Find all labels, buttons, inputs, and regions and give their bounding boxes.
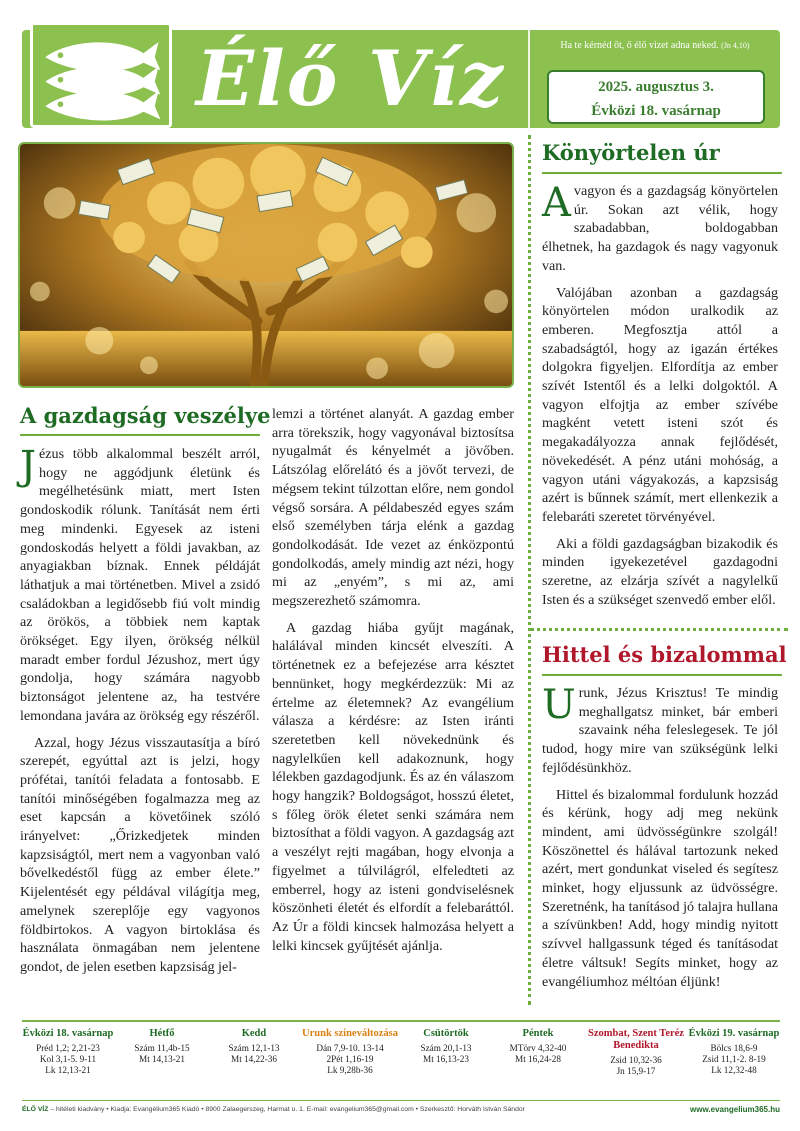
quote-reference: (Jn 4,10) <box>721 41 750 50</box>
side-article-1-body <box>542 182 778 617</box>
paragraph: Aki a földi gazdagságban bizakodik és minden igyekezetével gazdagodni szeretne, az elzárja szívét a nagylelkű Isten és a szükséget szenvedő ember elől. <box>542 535 778 608</box>
reading-ref: Préd 1,2; 2,21-23 <box>36 1043 100 1053</box>
money-tree-photo <box>18 142 514 388</box>
imprint-text: – hitéleti kiadvány • Kiadja: Evangélium365 Kiadó • 8900 Zalaegerszeg, Harmat u. 1. E-mail: evangelium365@gmail.com • Szerkesztő: Horváth István Sándor <box>50 1106 525 1113</box>
reading-day-next-sunday <box>688 1028 780 1076</box>
drop-cap: J <box>20 443 37 489</box>
main-article-column-2 <box>272 405 514 963</box>
paragraph-text: vagyon és a gazdagság könyörtelen úr. Sokan azt vélik, hogy szabadabban, boldogabban élhetnek, ha gazdagok és nagy vagyonuk van. <box>542 183 778 274</box>
side-article-2-body <box>542 684 778 999</box>
imprint-title: ÉLŐ VÍZ <box>22 1106 49 1113</box>
paragraph <box>542 684 778 778</box>
paragraph <box>542 182 778 276</box>
paragraph: A gazdag hiába gyűjt magának, halálával minden kincsét elveszíti. A történetnek ez a befejezése arra késztet bennünket, hogy megkérdezzük: Mi az értelme az életemnek? Az evangélium válasza a kérdésre: az Isten iránti szeretetben kell növekednünk és nagylelkűen kell adakoznunk, hogy lélekben gazdagodjunk. És az én válaszom hogy hangzik? Boldogságot, hosszú életet, s főleg örök életet senki számára nem biztosíthat a földi vagyon. A gazdagság azt a veszélyt rejti magában, hogy elvonja a figyelmet a túlvilágról, elfeledteti az emberrel, hogy az isteni gondviselésnek köszönheti életét és elfordít a felebaráttól. Az Úr a földi kincsek halmozása helyett a lelki kincsek gyűjtését ajánlja. <box>272 619 514 954</box>
main-article-title: A gazdagság veszélye <box>20 403 271 428</box>
reading-ref: Zsid 10,32-36 <box>610 1055 662 1065</box>
day-name: Évközi 19. vasárnap <box>688 1028 780 1039</box>
reading-ref: Mt 16,13-23 <box>423 1054 469 1064</box>
day-name: Csütörtök <box>423 1028 469 1039</box>
reading-day-saturday <box>584 1028 688 1077</box>
reading-day-thursday <box>400 1028 492 1065</box>
header-quote <box>536 40 774 51</box>
day-name: Urunk színeváltozása <box>302 1028 398 1039</box>
reading-ref: MTörv 4,32-40 <box>509 1043 567 1053</box>
paragraph <box>20 445 260 726</box>
day-name: Péntek <box>522 1028 554 1039</box>
reading-ref: Szám 11,4b-15 <box>134 1043 190 1053</box>
reading-ref: Bölcs 18,6-9 <box>710 1043 758 1053</box>
reading-ref: Dán 7,9-10. 13-14 <box>316 1043 384 1053</box>
issue-date: 2025. augusztus 3. <box>598 79 714 95</box>
reading-day-wednesday <box>300 1028 400 1076</box>
day-name: Évközi 18. vasárnap <box>22 1028 114 1039</box>
main-title-underline <box>20 434 260 436</box>
side-title-2-underline <box>542 674 782 676</box>
reading-ref: Mt 16,24-28 <box>515 1054 561 1064</box>
imprint <box>22 1106 582 1113</box>
liturgical-day: Évközi 18. vasárnap <box>591 103 721 119</box>
masthead-title: Élő Víz <box>196 34 505 123</box>
paragraph-text: ézus több alkalommal beszélt arról, hogy ne aggódjunk életünk és megélhetésünk miatt, mert Isten gondoskodik rólunk. Tanítását nem érti meg mindenki. Egyesek az isteni gondoskodás helyett a földi javakban, az anyagiakban bíznak. Ennek példáját láthatjuk a mai történetben. Mivel a zsidó családokban a legidősebb fiú volt mindig az örökös, a többiek nem kaptak örökséget. Egy ilyen, örökség nélkül maradt ember fordul Jézushoz, mert úgy gondolja, hogy számára nagyobb biztonságot jelentene az, ha testvére lemondana javára az örökség egy részéről. <box>20 446 260 724</box>
sidebar-divider <box>530 628 788 631</box>
quote-text: Ha te kérnéd őt, ő élő vizet adna neked. <box>560 40 719 51</box>
paragraph: Azzal, hogy Jézus visszautasítja a bíró szerepét, egyúttal azt is jelzi, hogy prófétai, tanítói feladata a fontosabb. E tanítói minőségében fogalmazza meg az eset kapcsán a követőinek szóló irányelvet: „Őrizkedjetek minden kapzsiságtól, mert nem a vagyonban való bővelkedéstől függ az ember élete.” Kijelentését egy példával világítja meg, amelynek szereplője egy vagyonos földbirtokos. A vagyon birtoklása és használata önmagában nem jelentene gondot, de jelen esetben kapzsiság jel- <box>20 734 260 975</box>
reading-ref: Zsid 11,1-2. 8-19 <box>702 1054 766 1064</box>
side-article-1-title: Könyörtelen úr <box>542 140 720 165</box>
side-article-2-title: Hittel és bizalommal <box>542 642 787 667</box>
reading-day-friday <box>492 1028 584 1065</box>
reading-ref: Jn 15,9-17 <box>616 1066 656 1076</box>
paragraph: lemzi a történet alanyát. A gazdag ember arra törekszik, hogy vagyonával biztosítsa nyugalmát és kényelmét a jövőben. Látszólag előrelátó és a jövőt tervezi, de mégsem tekint túlzottan előre, nem gondol végső sorsára. A példabeszéd egyes szám első személyben tárja elénk a gazdag gondolkodását. Ide vezet az énközpontú gondolkodás, amely mindig azt nézi, hogy mi az „enyém”, s mi az, ami megszerezhető számomra. <box>272 406 514 610</box>
day-name: Kedd <box>241 1028 267 1039</box>
reading-ref: Kol 3,1-5. 9-11 <box>39 1054 97 1064</box>
weekly-readings <box>22 1020 780 1102</box>
reading-day-monday <box>116 1028 208 1065</box>
paragraph-text: runk, Jézus Krisztus! Te mindig meghallgatsz minket, bár emberi szavaink néha feleslegesek. Te jól tudod, hogy mire van szükségünk lelki fejlődésünkhöz. <box>542 685 778 776</box>
main-article-column-1 <box>20 445 260 985</box>
website-link[interactable]: www.evangelium365.hu <box>690 1105 780 1114</box>
paragraph: Valójában azonban a gazdagság könyörtelen módon uralkodik az emberen. Megfosztja attól a szabadságtól, hogy az igazán értékes dolgokra figyeljen. Elfordítja az ember szívét Istentől és a lelki dolgoktól. A vagyon elfojtja az ember szívébe magként vetett isteni szót és megakadályozza annak fejlődését, növekedését. A pénz utáni mohóság, a vagyon utáni vágyakozás, a kapzsiság azért is bűnnek számít, mert ellenkezik a felebaráti szeretet törvényével. <box>542 284 778 525</box>
day-name: Szombat, Szent Teréz Benedikta <box>588 1028 684 1051</box>
reading-day-sunday <box>22 1028 114 1076</box>
reading-ref: Lk 9,28b-36 <box>327 1065 373 1075</box>
drop-cap: A <box>542 180 571 226</box>
reading-ref: Szám 12,1-13 <box>228 1043 280 1053</box>
day-name: Hétfő <box>149 1028 175 1039</box>
three-fish-icon <box>30 22 172 128</box>
reading-ref: Mt 14,13-21 <box>139 1054 185 1064</box>
paragraph: Hittel és bizalommal fordulunk hozzád és kérünk, hogy adj meg nekünk mindent, ami üdvösségünkre szolgál! Köszönettel és hálával tartozunk neked azért, mert gondunkat viseled és segítesz minket, hogy eljussunk az üdvösségre. Szeretnénk, ha tanításod jó talajra hullana a szívünkben! Add, hogy mindig nyitott szívvel hallgassunk téged és tanításodat életre váltsuk! Segíts minket, hogy az evangéliumhoz méltóan éljünk! <box>542 786 778 990</box>
reading-ref: Mt 14,22-36 <box>231 1054 277 1064</box>
reading-ref: Lk 12,32-48 <box>711 1065 757 1075</box>
reading-day-tuesday <box>208 1028 300 1065</box>
side-title-1-underline <box>542 172 782 174</box>
reading-ref: Szám 20,1-13 <box>420 1043 472 1053</box>
reading-ref: Lk 12,13-21 <box>45 1065 91 1075</box>
footer-divider <box>22 1100 780 1101</box>
reading-ref: 2Pét 1,16-19 <box>326 1054 374 1064</box>
drop-cap: U <box>542 682 576 728</box>
header-divider <box>528 30 530 128</box>
column-divider <box>528 135 531 1005</box>
date-box <box>547 70 765 124</box>
